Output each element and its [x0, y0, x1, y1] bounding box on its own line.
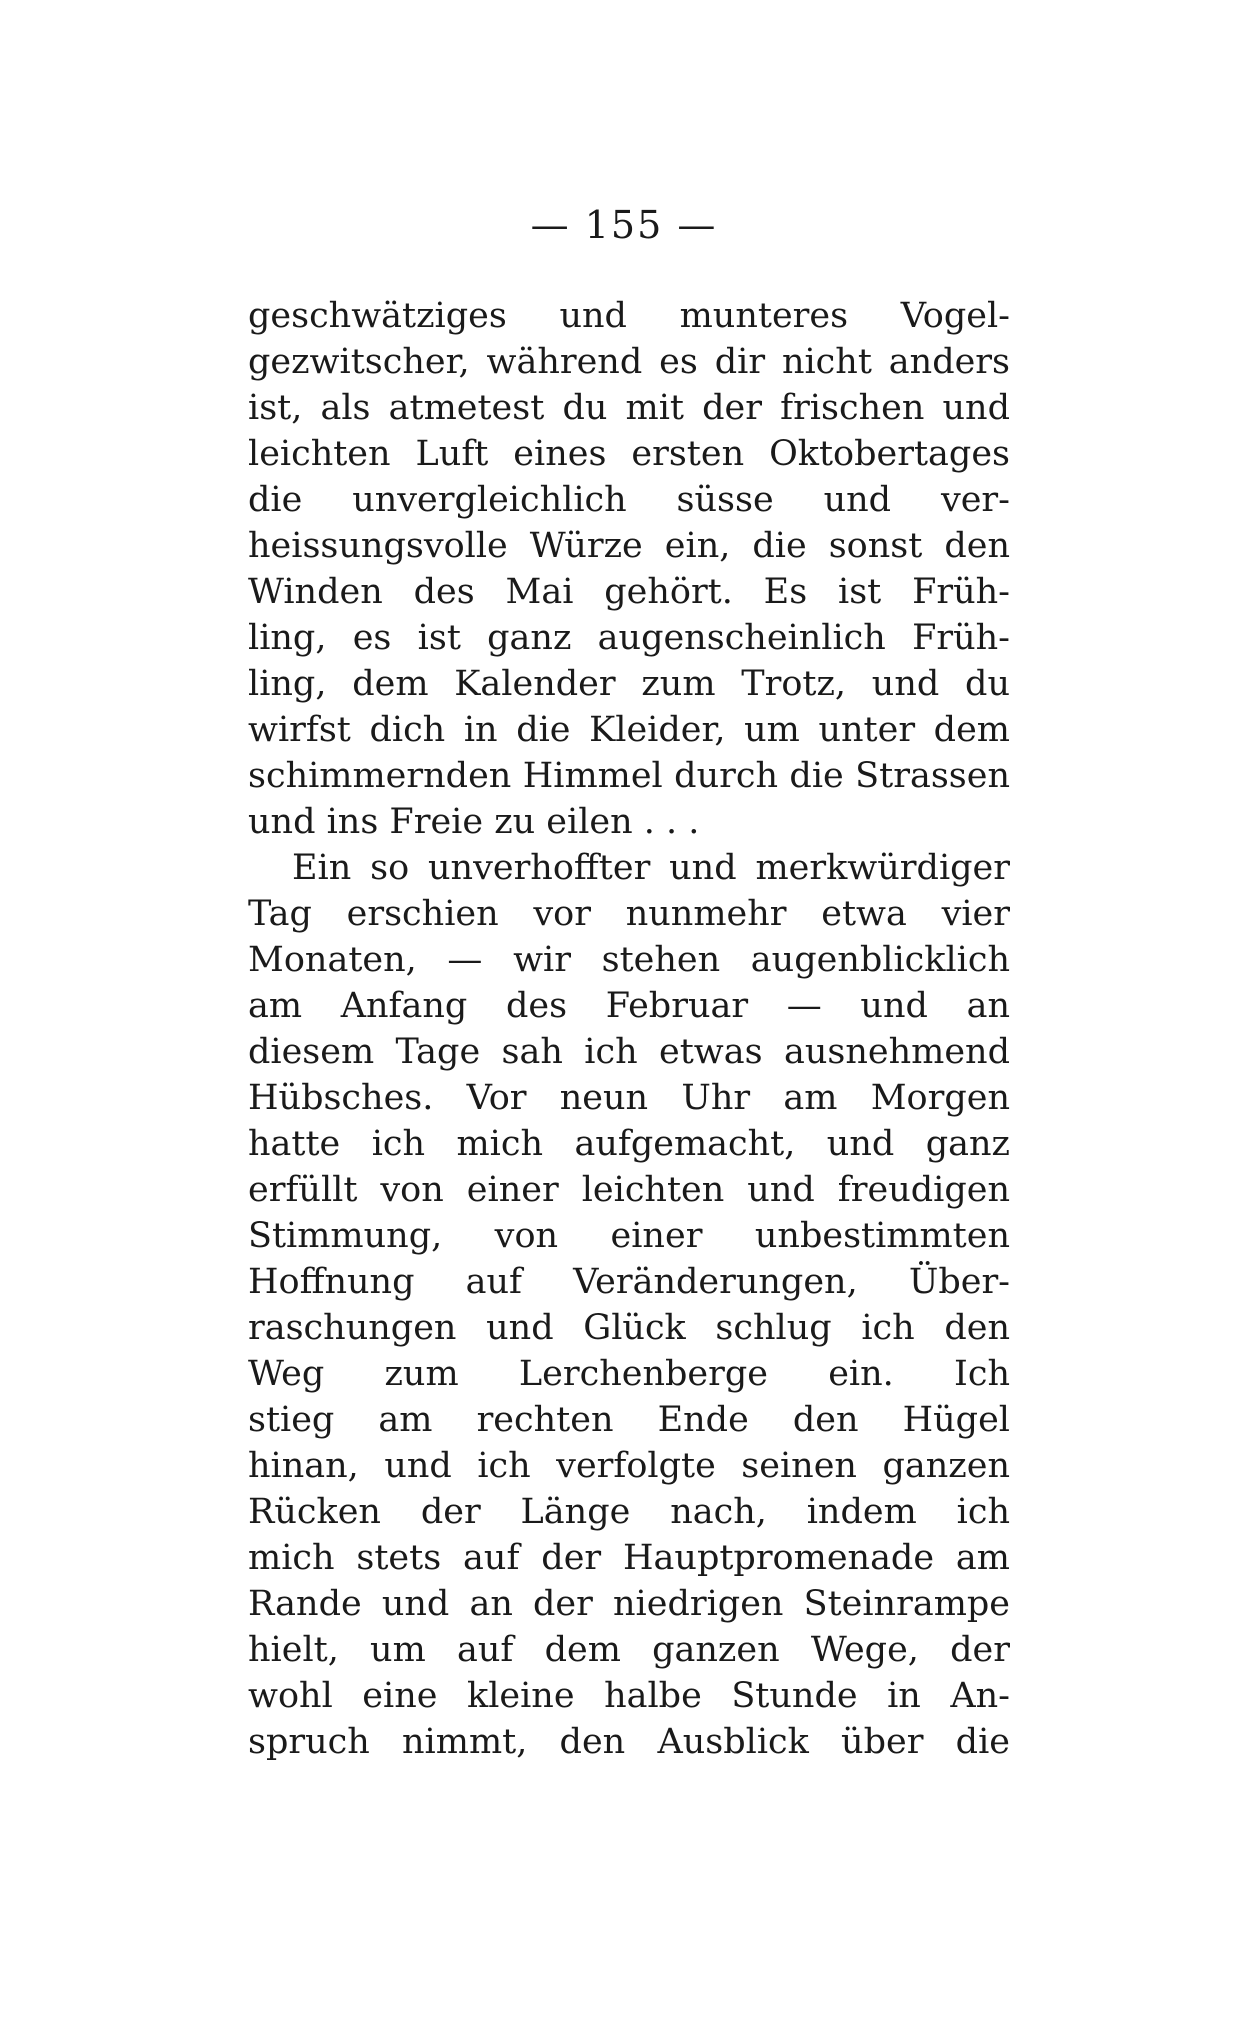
text-line: hielt, um auf dem ganzen Wege, der: [248, 1630, 1010, 1670]
text-line: Ein so unverhoffter und merkwürdiger: [292, 848, 1010, 888]
text-line: Rande und an der niedrigen Steinrampe: [248, 1584, 1010, 1624]
text-line: hinan, und ich verfolgte seinen ganzen: [248, 1446, 1010, 1486]
text-line: Winden des Mai gehört. Es ist Früh-: [248, 572, 1010, 612]
text-line: ling, es ist ganz augenscheinlich Früh-: [248, 618, 1010, 658]
text-line: die unvergleichlich süsse und ver-: [248, 480, 1010, 520]
text-line: wohl eine kleine halbe Stunde in An-: [248, 1676, 1010, 1716]
text-line: am Anfang des Februar — und an: [248, 986, 1010, 1026]
text-line: spruch nimmt, den Ausblick über die: [248, 1722, 1010, 1762]
text-line: schimmernden Himmel durch die Strassen: [248, 756, 1010, 796]
text-line: Rücken der Länge nach, indem ich: [248, 1492, 1010, 1532]
text-line: raschungen und Glück schlug ich den: [248, 1308, 1010, 1348]
paragraph-1: [248, 293, 1010, 845]
text-line: geschwätziges und munteres Vogel-: [248, 296, 1010, 336]
paragraph-2: [248, 845, 1010, 1765]
text-line: leichten Luft eines ersten Oktobertages: [248, 434, 1010, 474]
text-line: ist, als atmetest du mit der frischen und: [248, 388, 1010, 428]
text-line: und ins Freie zu eilen . . .: [248, 802, 700, 842]
text-line: erfüllt von einer leichten und freudigen: [248, 1170, 1010, 1210]
text-line: Stimmung, von einer unbestimmten: [248, 1216, 1010, 1256]
text-line: hatte ich mich aufgemacht, und ganz: [248, 1124, 1010, 1164]
text-line: Hübsches. Vor neun Uhr am Morgen: [248, 1078, 1010, 1118]
body-text: [248, 293, 1010, 1765]
text-line: gezwitscher, während es dir nicht anders: [248, 342, 1010, 382]
text-line: stieg am rechten Ende den Hügel: [248, 1400, 1010, 1440]
text-line: diesem Tage sah ich etwas ausnehmend: [248, 1032, 1010, 1072]
text-line: Monaten, — wir stehen augenblicklich: [248, 940, 1010, 980]
text-line: ling, dem Kalender zum Trotz, und du: [248, 664, 1010, 704]
text-line: wirfst dich in die Kleider, um unter dem: [248, 710, 1010, 750]
text-line: heissungsvolle Würze ein, die sonst den: [248, 526, 1010, 566]
page-number: — 155 —: [530, 203, 718, 247]
text-line: Hoffnung auf Veränderungen, Über-: [248, 1262, 1010, 1302]
text-line: Weg zum Lerchenberge ein. Ich: [248, 1354, 1010, 1394]
text-line: mich stets auf der Hauptpromenade am: [248, 1538, 1010, 1578]
text-line: Tag erschien vor nunmehr etwa vier: [248, 894, 1010, 934]
